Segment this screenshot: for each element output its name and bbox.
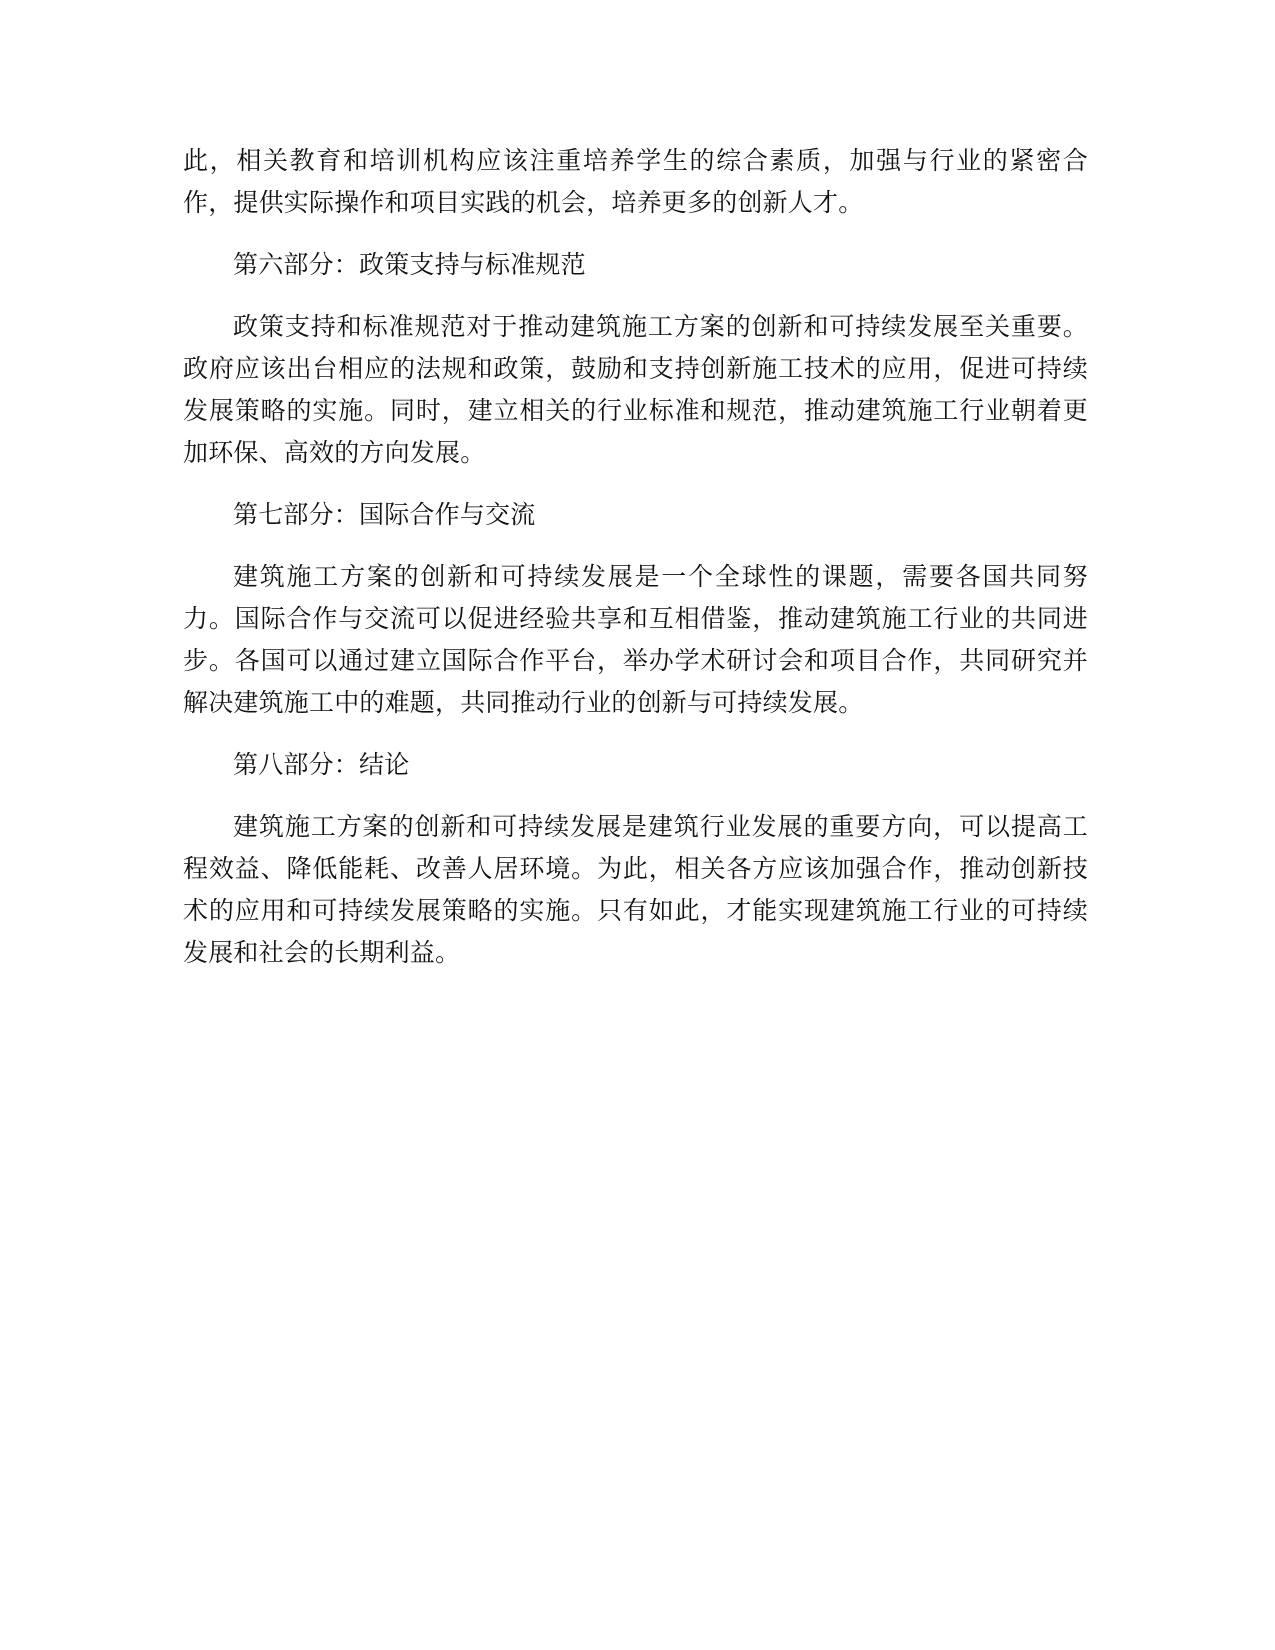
section-heading-part-seven: 第七部分：国际合作与交流 bbox=[233, 500, 536, 529]
paragraph-continued: 此，相关教育和培训机构应该注重培养学生的综合素质，加强与行业的紧密合作，提供实际操作和项目实践的机会，培养更多的创新人才。 bbox=[183, 146, 1088, 217]
paragraph-international-cooperation: 建筑施工方案的创新和可持续发展是一个全球性的课题，需要各国共同努力。国际合作与交流可以促进经验共享和互相借鉴，推动建筑施工行业的共同进步。各国可以通过建立国际合作平台，举办学术研讨会和项目合作，共同研究并解决建筑施工中的难题，共同推动行业的创新与可持续发展。 bbox=[183, 562, 1088, 717]
paragraph-policy-support: 政策支持和标准规范对于推动建筑施工方案的创新和可持续发展至关重要。政府应该出台相应的法规和政策，鼓励和支持创新施工技术的应用，促进可持续发展策略的实施。同时，建立相关的行业标准和规范，推动建筑施工行业朝着更加环保、高效的方向发展。 bbox=[183, 312, 1088, 467]
section-heading-part-six: 第六部分：政策支持与标准规范 bbox=[233, 250, 586, 279]
document-body bbox=[183, 140, 1088, 994]
paragraph-conclusion: 建筑施工方案的创新和可持续发展是建筑行业发展的重要方向，可以提高工程效益、降低能耗、改善人居环境。为此，相关各方应该加强合作，推动创新技术的应用和可持续发展策略的实施。只有如此，才能实现建筑施工行业的可持续发展和社会的长期利益。 bbox=[183, 812, 1088, 967]
section-heading-part-eight: 第八部分：结论 bbox=[233, 750, 410, 779]
